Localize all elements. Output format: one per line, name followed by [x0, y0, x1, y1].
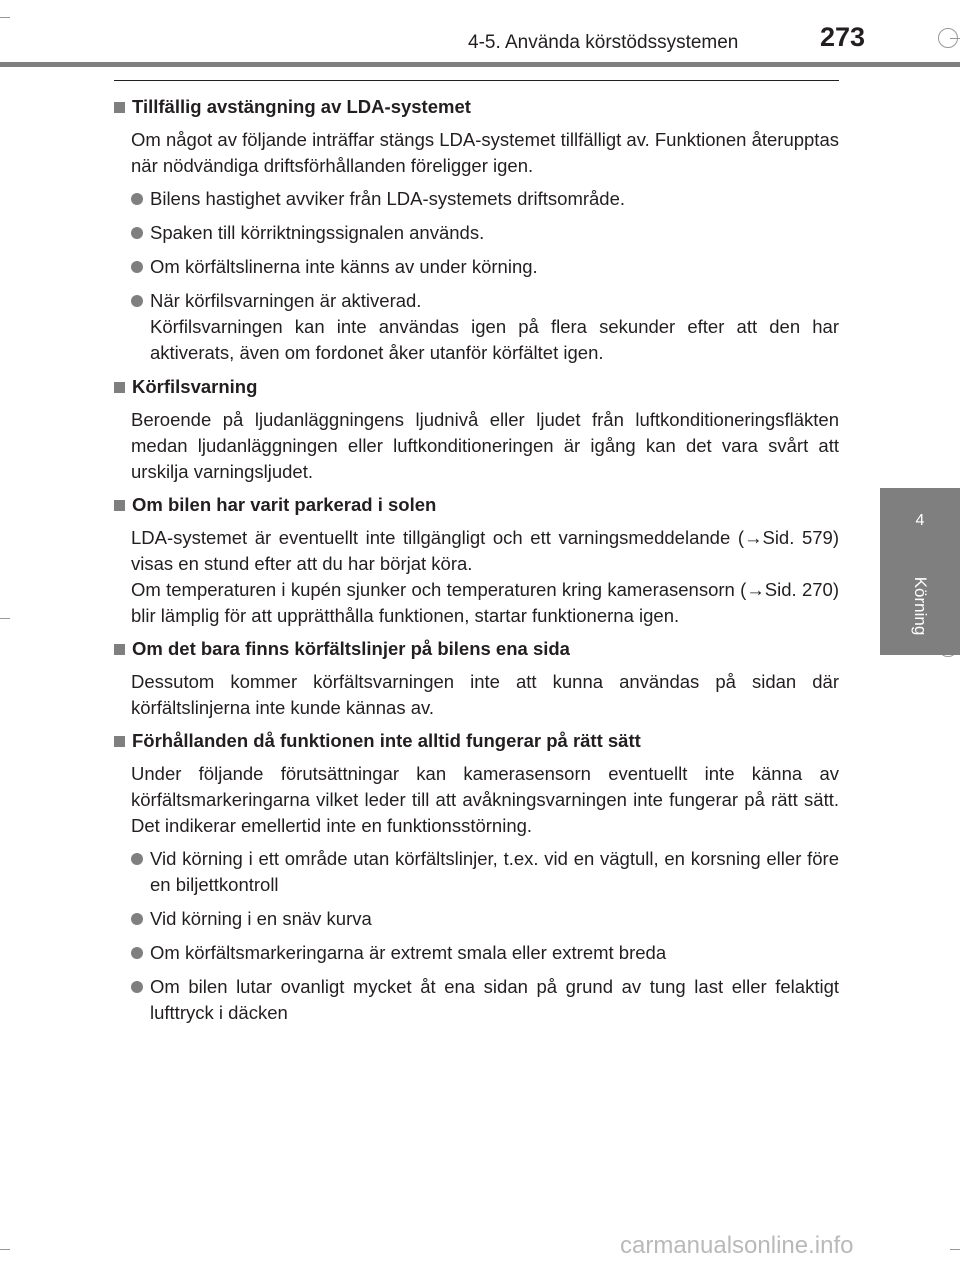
section-title-text: Om bilen har varit parkerad i solen [132, 494, 437, 515]
crop-mark [950, 1249, 960, 1250]
body-paragraph: Beroende på ljudanläggningens ljudnivå eller ljudet från luftkonditioneringsfläkten medan ljudanläggningen eller luftkonditioneringen är igång kan det vara svårt att urskilja varningsljudet. [131, 409, 839, 482]
bullet-text: Om körfältslinerna inte känns av under körning. [150, 256, 538, 277]
watermark: carmanualsonline.info [620, 1232, 854, 1259]
bullet-text: Vid körning i ett område utan körfältslinjer, t.ex. vid en vägtull, en korsning eller före en biljettkontroll [150, 848, 839, 895]
crop-mark [0, 17, 10, 18]
section-square-icon [114, 102, 125, 113]
section-title [114, 374, 839, 400]
section-title [114, 636, 839, 662]
body-paragraph: Under följande förutsättningar kan kamerasensorn eventuellt inte känna av körfältsmarkeringarna vilket leder till att avåkningsvarningen inte fungerar på rätt sätt. Det indikerar emellertid inte en funktionsstörning. [131, 763, 839, 836]
bullet-text: Om bilen lutar ovanligt mycket åt ena sidan på grund av tung last eller felaktigt lufttryck i däcken [150, 976, 839, 1023]
section-title [114, 728, 839, 754]
bullet-text: Vid körning i en snäv kurva [150, 908, 372, 929]
body-paragraph: Om något av följande inträffar stängs LDA-systemet tillfälligt av. Funktionen återupptas när nödvändiga driftsförhållanden föreligger igen. [131, 129, 839, 176]
section-title-text: Om det bara finns körfältslinjer på bilens ena sida [132, 638, 570, 659]
bullet-dot-icon [131, 227, 143, 239]
body-paragraph: LDA-systemet är eventuellt inte tillgängligt och ett varningsmeddelande (→Sid. 579) visas en stund efter att du har börjat köra. Om temperaturen i kupén sjunker och temperaturen kring kamerasensorn (→Sid. 270) blir lämplig för att upprätthålla funktionen, startar funktionerna igen. [131, 527, 839, 626]
bullet-dot-icon [131, 261, 143, 273]
top-rule [114, 80, 839, 81]
bullet-dot-icon [131, 947, 143, 959]
bullet-item [131, 906, 839, 932]
section-square-icon [114, 382, 125, 393]
header-section-title: 4-5. Använda körstödssystemen [468, 32, 739, 53]
page-content [114, 94, 839, 1034]
bullet-item [131, 220, 839, 246]
section-title-text: Körfilsvarning [132, 376, 258, 397]
bullet-dot-icon [131, 913, 143, 925]
bullet-dot-icon [131, 295, 143, 307]
chapter-label: Körning [911, 576, 930, 636]
bullet-text: Bilens hastighet avviker från LDA-systemets driftsområde. [150, 188, 626, 209]
bullet-item [131, 940, 839, 966]
chapter-tab [880, 488, 960, 655]
section-title [114, 94, 839, 120]
chapter-number: 4 [915, 512, 925, 529]
bullet-item [131, 974, 839, 1026]
bullet-dot-icon [131, 853, 143, 865]
bullet-dot-icon [131, 981, 143, 993]
section-title [114, 492, 839, 518]
registration-mark [938, 28, 958, 48]
section-square-icon [114, 736, 125, 747]
section-title-text: Tillfällig avstängning av LDA-systemet [132, 96, 471, 117]
bullet-item [131, 186, 839, 212]
bullet-text: När körfilsvarningen är aktiverad. Körfilsvarningen kan inte användas igen på flera sekunder efter att den har aktiverats, även om fordonet åker utanför körfältet igen. [150, 290, 839, 363]
section-square-icon [114, 644, 125, 655]
body-paragraph: Dessutom kommer körfältsvarningen inte att kunna användas på sidan där körfältslinjerna inte kunde kännas av. [131, 671, 839, 718]
section-title-text: Förhållanden då funktionen inte alltid fungerar på rätt sätt [132, 730, 641, 751]
crop-mark [0, 618, 10, 619]
crop-mark [0, 1249, 10, 1250]
page-number: 273 [820, 22, 866, 52]
bullet-item [131, 288, 839, 366]
section-square-icon [114, 500, 125, 511]
bullet-dot-icon [131, 193, 143, 205]
bullet-text: Spaken till körriktningssignalen används. [150, 222, 485, 243]
bullet-item [131, 254, 839, 280]
bullet-item [131, 846, 839, 898]
bullet-text: Om körfältsmarkeringarna är extremt smala eller extremt breda [150, 942, 667, 963]
header-bar [0, 62, 960, 67]
